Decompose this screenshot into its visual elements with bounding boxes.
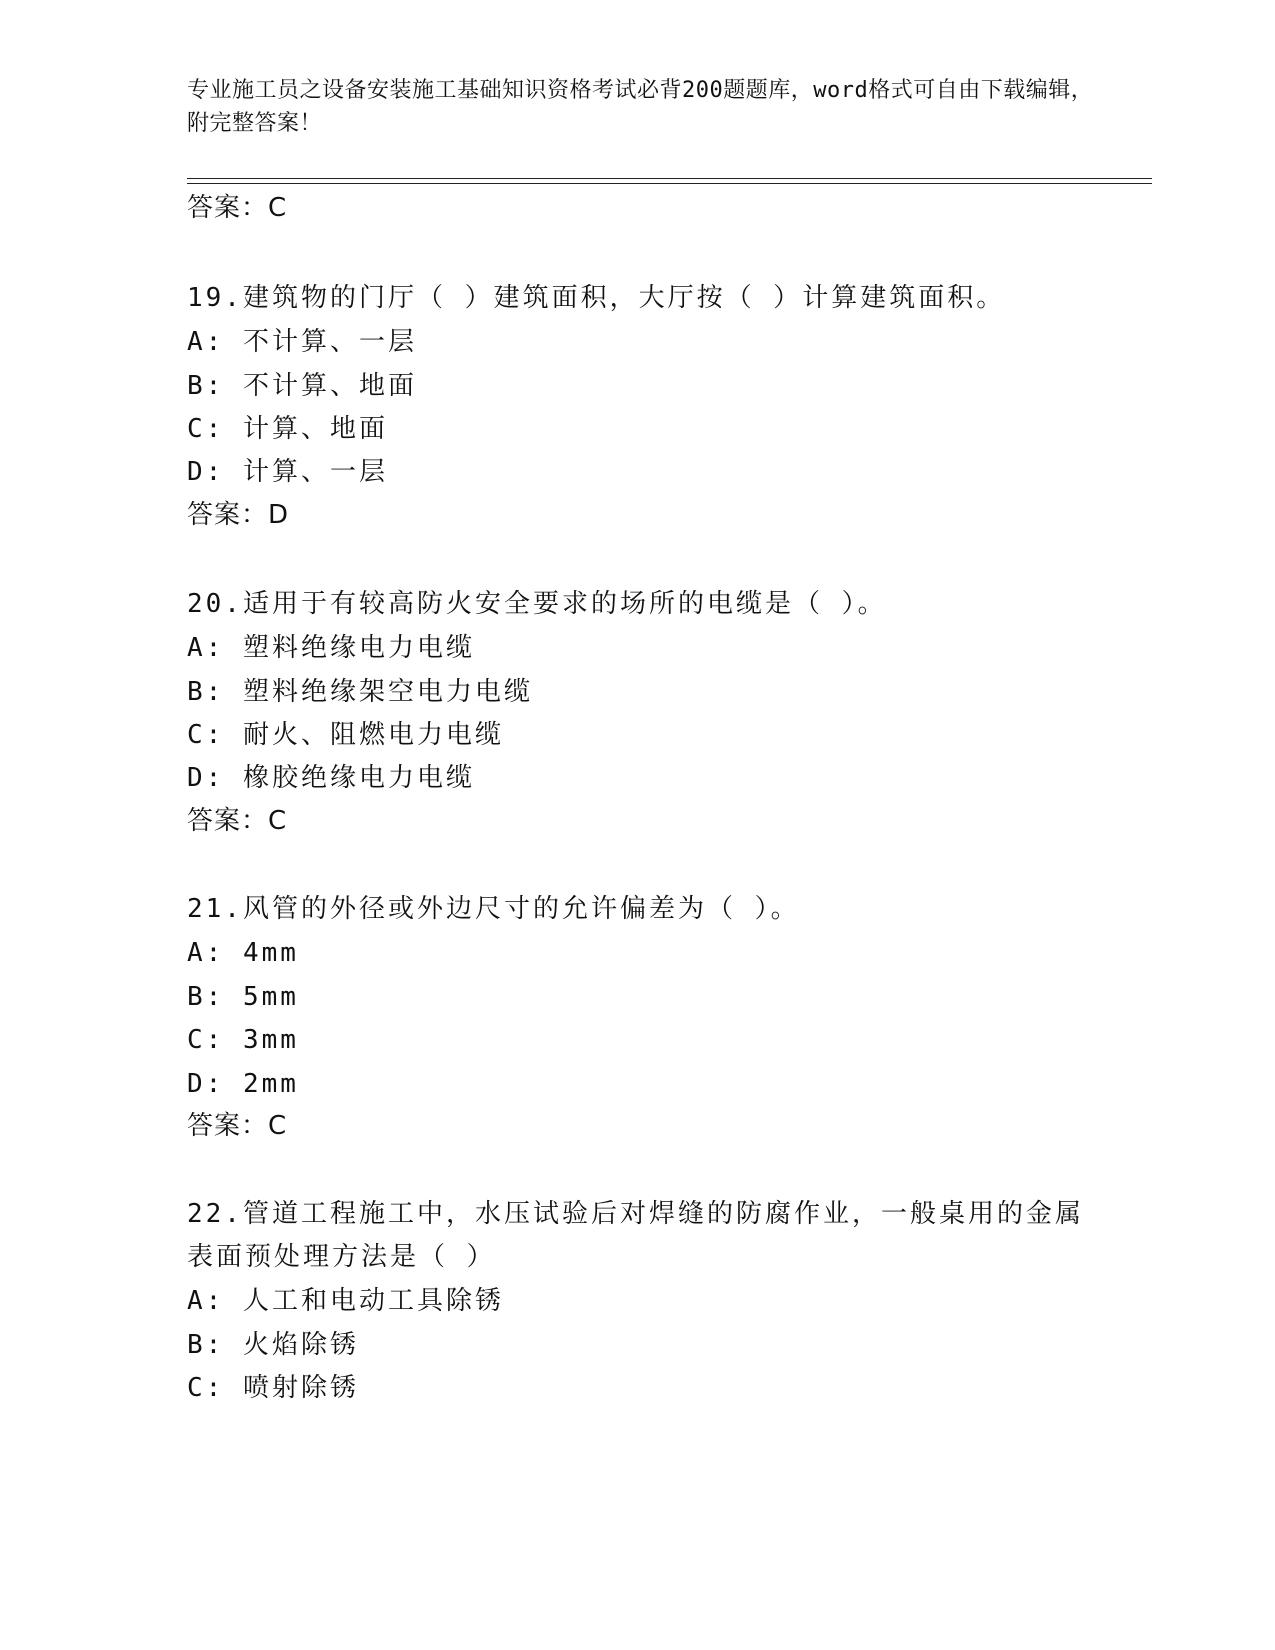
option-b: B: 不计算、地面	[187, 371, 417, 401]
page-header: 专业施工员之设备安装施工基础知识资格考试必背200题题库，word格式可自由下载编辑，附完整答案！	[187, 78, 1094, 136]
option-a: A: 人工和电动工具除锈	[187, 1286, 504, 1316]
header-rule-top	[187, 178, 1152, 179]
option-d: D: 计算、一层	[187, 457, 388, 487]
option-b: B: 火焰除锈	[187, 1330, 359, 1360]
answer-line: 答案：C	[187, 193, 288, 223]
option-c: C: 计算、地面	[187, 414, 388, 444]
option-c: C: 喷射除锈	[187, 1373, 359, 1403]
question-21: 21.风管的外径或外边尺寸的允许偏差为（ ）。	[187, 894, 800, 924]
option-a: A: 不计算、一层	[187, 327, 417, 357]
question-22-line-1: 22.管道工程施工中，水压试验后对焊缝的防腐作业，一般桌用的金属	[187, 1199, 1084, 1229]
option-b: B: 塑料绝缘架空电力电缆	[187, 677, 533, 707]
option-a: A: 塑料绝缘电力电缆	[187, 633, 475, 663]
answer-line: 答案：C	[187, 806, 288, 836]
option-d: D: 橡胶绝缘电力电缆	[187, 763, 475, 793]
answer-line: 答案：D	[187, 500, 290, 530]
option-b: B: 5mm	[187, 982, 299, 1012]
question-20: 20.适用于有较高防火安全要求的场所的电缆是（ ）。	[187, 589, 887, 619]
question-19: 19.建筑物的门厅（ ）建筑面积，大厅按（ ）计算建筑面积。	[187, 283, 1006, 313]
option-c: C: 耐火、阻燃电力电缆	[187, 720, 504, 750]
question-22-line-2: 表面预处理方法是（ ）	[187, 1242, 496, 1272]
option-d: D: 2mm	[187, 1069, 299, 1099]
header-rule-bottom	[187, 183, 1152, 184]
option-a: A: 4mm	[187, 938, 299, 968]
answer-line: 答案：C	[187, 1111, 288, 1141]
option-c: C: 3mm	[187, 1025, 299, 1055]
